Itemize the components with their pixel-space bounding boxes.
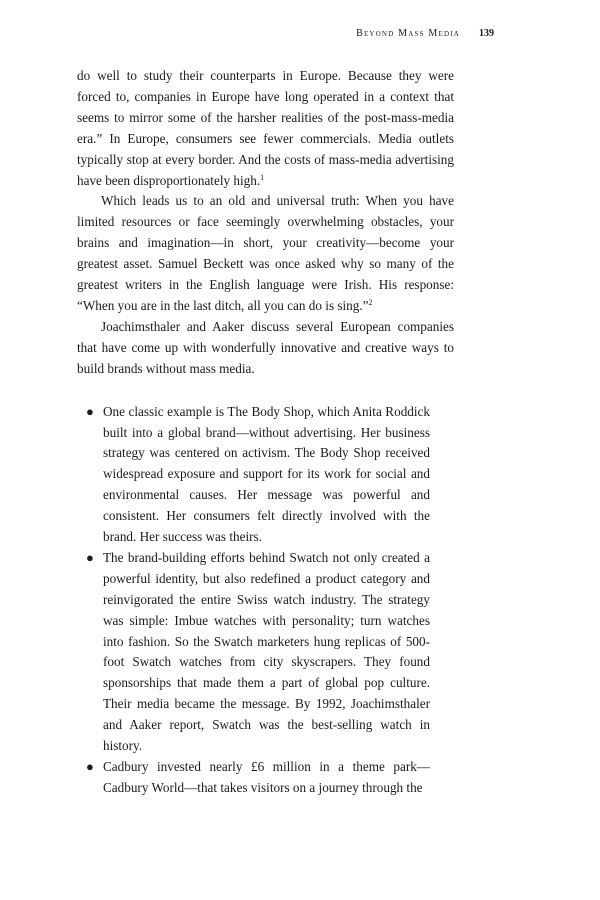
bullet-icon: ●: [86, 403, 94, 419]
list-item: ● One classic example is The Body Shop, which Anita Roddick built into a global brand—without advertising. Her business strategy was centered on activism. The Body Shop received widespread exposure and support for its work for social and environmental causes. Her message was powerful and consistent. Her consumers felt directly involved with the brand. Her success was theirs.: [86, 403, 430, 545]
text-body: [77, 66, 454, 799]
paragraph-continuation: do well to study their counterparts in Europe. Because they were forced to, companies in Europe have long operated in a context that seems to mirror some of the harsher realities of the post-mass-media era.” In Europe, consumers see fewer commercials. Media outlets typically stop at every border. And the costs of mass-media advertising have been disproportionately high.$^1$: [77, 68, 454, 188]
footnote-ref-1: 1: [260, 172, 265, 182]
bullet-icon: ●: [86, 759, 94, 774]
paragraph-european-companies: Joachimsthaler and Aaker discuss several European companies that have come up with wonderfully innovative and creative ways to build brands without mass media.: [77, 318, 454, 376]
list-item: ● The brand-building efforts behind Swatch not only created a powerful identity, but also redefined a product category and reinvigorated the entire Swiss watch industry. The strategy was simple: Imbue watches with personality; turn watches into fashion. So the Swatch marketers hung replicas of 500-foot Swatch watches from city skyscrapers. They found sponsorships that made them a part of global pop culture. Their media became the message. By 1992, Joachimsthaler and Aaker report, Swatch was the best-selling watch in history.: [86, 549, 430, 754]
paragraph-beckett: Which leads us to an old and universal truth: When you have limited resources or face seemingly overwhelming obstacles, your brains and imagination—in short, your creativity—become your greatest asset. Samuel Beckett was once asked why so many of the greatest writers in the English language were Irish. His response: “When you are in the last ditch, all you can do is sing.”$^2$: [77, 193, 454, 313]
bullet-list: [77, 402, 454, 799]
page-number: 139: [479, 28, 494, 39]
bullet-icon: ●: [86, 549, 94, 565]
running-title: Beyond Mass Media: [356, 28, 460, 39]
running-header: [0, 28, 600, 44]
list-item: ● Cadbury invested nearly £6 million in a theme park—Cadbury World—that takes visitors on a journey through the: [86, 759, 430, 795]
footnote-ref-2: 2: [368, 297, 373, 307]
